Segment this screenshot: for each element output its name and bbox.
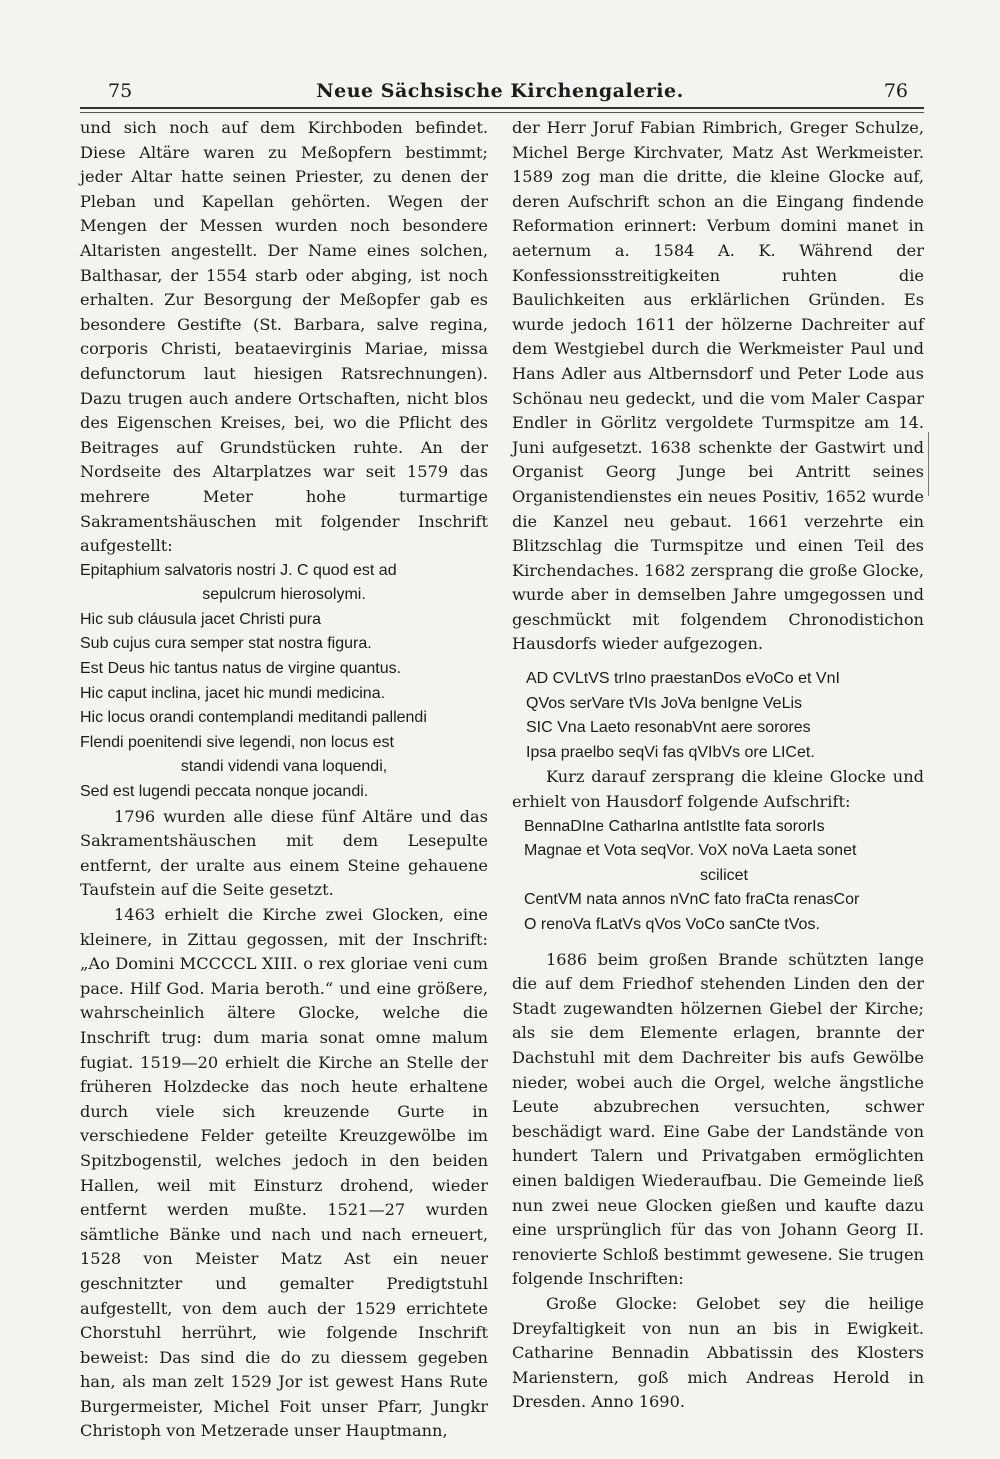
- verse-line: sepulcrum hierosolymi.: [202, 586, 366, 604]
- paragraph: Kurz darauf zersprang die kleine Glocke und erhielt von Hausdorf folgende Aufschrift:: [512, 767, 924, 812]
- verse-line: CentVM nata annos nVnC fato fraCta renasCor: [524, 891, 860, 909]
- margin-mark: [928, 432, 932, 496]
- right-column: [512, 116, 924, 1415]
- epitaph-inscription: [80, 559, 488, 805]
- verse-line: BennaDIne CatharIna antIstIte fata sororIs: [524, 817, 825, 835]
- verse-line: Sub cujus cura semper stat nostra figura.: [80, 635, 372, 653]
- verse-line: O renoVa fLatVs qVos VoCo sanCte tVos.: [524, 916, 820, 933]
- verse-line: QVos serVare tVIs JoVa benIgne VeLis: [526, 694, 803, 712]
- verse-line: Est Deus hic tantus natus de virgine quantus.: [80, 660, 402, 678]
- paragraph: 1686 beim großen Brande schützten lange die auf dem Friedhof stehenden Linden den der Stadt zugewandten hölzernen Giebel der Kirche; als sie dem Elemente erlagen, brannte der Dachstuhl mit dem Dachreiter bis aufs Gewölbe nieder, wobei auch die Orgel, welche ängstliche Leute abzubrechen versuchten, schwer beschädigt ward. Eine Gabe der Landstände von hundert Talern und Privatgaben ermöglichten einen baldigen Wiederaufbau. Die Gemeinde ließ nun zwei neue Glocken gießen und kaufte dazu eine ursprünglich für das von Johann Georg II. renovierte Schloß bestimmt gewesene. Sie trugen folgende Inschriften:: [512, 949, 924, 1289]
- running-title: Neue Sächsische Kirchengalerie.: [316, 80, 684, 102]
- paragraph: und sich noch auf dem Kirchboden befindet. Diese Altäre waren zu Meßopfern bestimmt; jeder Altar hatte seinen Priester, zu denen der Pleban und Kapellan gehörten. Wegen der Mengen der Messen wurden noch besondere Altaristen angestellt. Der Name eines solchen, Balthasar, der 1554 starb oder abging, ist noch erhalten. Zur Besorgung der Meßopfer gab es besondere Gestifte (St. Barbara, salve regina, corporis Christi, beataevirginis Mariae, missa defunctorum laut hiesigen Ratsrechnungen). Dazu trugen auch andere Ortschaften, nicht blos des Eigenschen Kreises, bei, wo die Pflicht des Beitrages auf Grundstücken ruhte. An der Nordseite des Altarplatzes war seit 1579 das mehrere Meter hohe turmartige Sakramentshäuschen mit folgender Inschrift aufgestellt:: [80, 118, 488, 556]
- verse-line: Hic caput inclina, jacet hic mundi medicina.: [80, 684, 386, 702]
- verse-line: Ipsa praelbo seqVi fas qVIbVs ore LICet.: [526, 743, 815, 761]
- chronodistichon-inscription: [512, 667, 924, 765]
- verse-line: Sed est lugendi peccata nonque jocandi.: [80, 783, 369, 801]
- paragraph: 1463 erhielt die Kirche zwei Glocken, eine kleinere, in Zittau gegossen, mit der Inschrift: „Ao Domini MCCCCL XIII. o rex gloriae veni cum pace. Hilf God. Maria beroth.“ und eine größere, wahrscheinlich ältere Glocke, welche die Inschrift trug: dum maria sonat omne malum fugiat. 1519—20 erhielt die Kirche an Stelle der früheren Holzdecke das noch heute erhaltene durch viele sich kreuzende Gurte in verschiedene Felder geteilte Kreuzgewölbe im Spitzbogenstil, welches jedoch in den beiden Hallen, weil mit Einsturz drohend, wieder entfernt werden mußte. 1521—27 wurden sämtliche Bänke und nach und nach erneuert, 1528 von Meister Matz Ast ein neuer geschnitzter und gemalter Predigtstuhl aufgestellt, von dem auch der 1529 errichtete Chorstuhl herrührt, wie folgende Inschrift beweist: Das sind die do zu diessem gegeben han, als man zelt 1529 Jor ist gewest Hans Rute Burgermeister, Michel Foit unser Pfarr, Jungkr Christoph von Metzerade unser Hauptmann,: [80, 905, 488, 1441]
- verse-line: SIC Vna Laeto resonabVnt aere sorores: [526, 719, 811, 737]
- paragraph: Große Glocke: Gelobet sey die heilige Dreyfaltigkeit von nun an bis in Ewigkeit. Catharine Bennadin Abbatissin des Klosters Marienstern, goß mich Andreas Herold in Dresden. Anno 1690.: [512, 1293, 924, 1412]
- bell-inscription: [512, 815, 924, 938]
- verse-line: scilicet: [699, 866, 748, 884]
- verse-line: AD CVLtVS trIno praestanDos eVoCo et VnI: [526, 670, 840, 688]
- running-header: [80, 78, 920, 108]
- verse-line: Hic sub cláusula jacet Christi pura: [80, 610, 321, 628]
- header-rule: [80, 107, 924, 109]
- verse-line: standi videndi vana loquendi,: [180, 758, 388, 776]
- header-rule-thin: [80, 112, 924, 113]
- paragraph: 1796 wurden alle diese fünf Altäre und das Sakramentshäuschen mit dem Lesepulte entfernt, der uralte aus einem Steine gehauene Taufstein auf die Seite gesetzt.: [80, 806, 488, 900]
- paragraph: der Herr Joruf Fabian Rimbrich, Greger Schulze, Michel Berge Kirchvater, Matz Ast Werkmeister. 1589 zog man die dritte, die kleine Glocke auf, deren Aufschrift schon an die Eingang findende Reformation erinnert: Verbum domini manet in aeternum a. 1584 A. K. Während der Konfessionsstreitigkeiten ruhten die Baulichkeiten aus erklärlichen Gründen. Es wurde jedoch 1611 der hölzerne Dachreiter auf dem Westgiebel durch die Werkmeister Paul und Hans Adler aus Altbernsdorf und Peter Lode aus Schönau neu gedeckt, und die vom Maler Caspar Endler in Görlitz vergoldete Turmspitze am 14. Juni aufgesetzt. 1638 schenkte der Gastwirt und Organist Georg Junge bei Antritt seines Organistendienstes ein neues Positiv, 1652 wurde die Kanzel neu gebaut. 1661 verzehrte ein Blitzschlag die Turmspitze und einen Teil des Kirchendaches. 1682 zersprang die große Glocke, wurde aber in demselben Jahre umgegossen und geschmückt mit folgendem Chronodistichon Hausdorfs wieder aufgezogen.: [512, 118, 924, 654]
- page-number-left: 75: [108, 80, 133, 102]
- verse-line: Magnae et Vota seqVor. VoX noVa Laeta sonet: [524, 842, 857, 860]
- page-number-right: 76: [883, 80, 908, 102]
- left-column: [80, 116, 488, 1444]
- verse-line: Epitaphium salvatoris nostri J. C quod est ad: [80, 561, 397, 579]
- verse-line: Flendi poenitendi sive legendi, non locus est: [80, 733, 394, 751]
- verse-line: Hic locus orandi contemplandi meditandi pallendi: [80, 709, 427, 727]
